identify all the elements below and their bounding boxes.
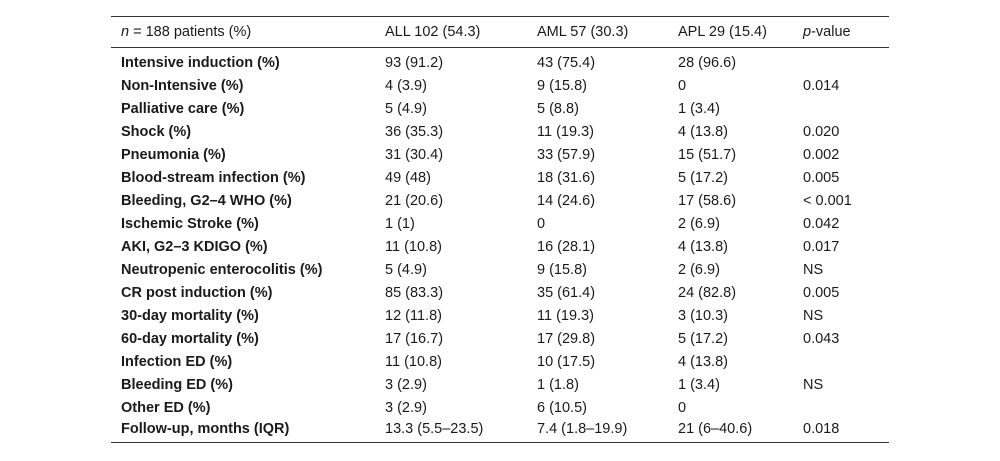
table-row xyxy=(111,374,889,397)
cell-aml: 6 (10.5) xyxy=(537,400,587,416)
cell-p-value xyxy=(793,397,889,420)
row-label: Palliative care (%) xyxy=(121,101,245,117)
cell-p-value: 0.002 xyxy=(803,147,840,163)
table-body xyxy=(111,48,889,443)
row-label: Follow-up, months (IQR) xyxy=(111,420,375,443)
cell-all: 31 (30.4) xyxy=(385,147,444,163)
cell-apl: 1 (3.4) xyxy=(678,101,720,117)
row-label: Bleeding, G2–4 WHO (%) xyxy=(121,193,292,209)
cell-aml: 43 (75.4) xyxy=(537,55,596,71)
table-row xyxy=(111,397,889,420)
cell-aml: 1 (1.8) xyxy=(537,377,579,393)
cell-p-value: 0.018 xyxy=(793,420,889,443)
cell-p-value: < 0.001 xyxy=(803,193,852,209)
cell-p-value xyxy=(793,98,889,121)
cell-all: 17 (16.7) xyxy=(385,331,444,347)
cell-aml: 0 xyxy=(537,216,546,232)
cell-aml: 17 (29.8) xyxy=(537,331,596,347)
cell-p-value: NS xyxy=(803,262,824,278)
cell-apl: 4 (13.8) xyxy=(678,124,728,140)
row-label: CR post induction (%) xyxy=(121,285,273,301)
header-row xyxy=(111,17,889,48)
header-p-value xyxy=(793,17,889,48)
header-p-symbol: p xyxy=(803,24,812,40)
cell-all: 85 (83.3) xyxy=(385,285,444,301)
cell-p-value: 0.017 xyxy=(803,239,840,255)
cell-p-value: NS xyxy=(803,308,824,324)
table-row xyxy=(111,236,889,259)
table-row xyxy=(111,75,889,98)
table-header xyxy=(111,17,889,48)
cell-all: 1 (1) xyxy=(385,216,415,232)
cell-apl: 5 (17.2) xyxy=(678,331,728,347)
header-aml: AML 57 (30.3) xyxy=(527,17,668,48)
row-label: Infection ED (%) xyxy=(121,354,233,370)
table-row xyxy=(111,144,889,167)
header-patients xyxy=(111,17,375,48)
table-row xyxy=(111,259,889,282)
cell-apl: 4 (13.8) xyxy=(678,354,728,370)
row-label: Intensive induction (%) xyxy=(121,55,280,71)
table-row xyxy=(111,52,889,75)
cell-p-value: 0.005 xyxy=(803,285,840,301)
cell-aml: 10 (17.5) xyxy=(537,354,596,370)
table-row xyxy=(111,282,889,305)
cell-all: 3 (2.9) xyxy=(385,400,427,416)
cell-p-value xyxy=(793,52,889,75)
cell-apl: 1 (3.4) xyxy=(678,377,720,393)
row-label: 60-day mortality (%) xyxy=(121,331,259,347)
cell-aml: 7.4 (1.8–19.9) xyxy=(527,420,668,443)
header-patients-text: = 188 patients (%) xyxy=(129,24,252,40)
cell-apl: 5 (17.2) xyxy=(678,170,728,186)
cell-all: 93 (91.2) xyxy=(385,55,444,71)
cell-apl: 4 (13.8) xyxy=(678,239,728,255)
cell-aml: 9 (15.8) xyxy=(537,262,587,278)
cell-aml: 18 (31.6) xyxy=(537,170,596,186)
header-p-text: -value xyxy=(811,24,851,40)
row-label: AKI, G2–3 KDIGO (%) xyxy=(121,239,268,255)
table-row xyxy=(111,167,889,190)
cell-all: 5 (4.9) xyxy=(385,101,427,117)
cell-all: 36 (35.3) xyxy=(385,124,444,140)
cell-all: 11 (10.8) xyxy=(385,239,442,255)
table-row xyxy=(111,121,889,144)
table-row xyxy=(111,328,889,351)
cell-apl: 15 (51.7) xyxy=(678,147,737,163)
cell-apl: 24 (82.8) xyxy=(678,285,737,301)
cell-aml: 33 (57.9) xyxy=(537,147,596,163)
cell-apl: 21 (6–40.6) xyxy=(668,420,793,443)
cell-all: 49 (48) xyxy=(385,170,431,186)
table-row xyxy=(111,190,889,213)
cell-all: 4 (3.9) xyxy=(385,78,427,94)
row-label: Ischemic Stroke (%) xyxy=(121,216,259,232)
header-apl: APL 29 (15.4) xyxy=(668,17,793,48)
cell-apl: 28 (96.6) xyxy=(678,55,737,71)
cell-apl: 3 (10.3) xyxy=(678,308,728,324)
cell-all: 13.3 (5.5–23.5) xyxy=(375,420,527,443)
table-row xyxy=(111,420,889,443)
row-label: Bleeding ED (%) xyxy=(121,377,233,393)
results-table xyxy=(111,16,889,443)
cell-p-value: 0.014 xyxy=(803,78,840,94)
cell-p-value: 0.043 xyxy=(803,331,840,347)
header-n-symbol: n xyxy=(121,24,130,40)
table-row xyxy=(111,98,889,121)
cell-aml: 5 (8.8) xyxy=(537,101,579,117)
table-row xyxy=(111,351,889,374)
cell-all: 21 (20.6) xyxy=(385,193,444,209)
row-label: Non-Intensive (%) xyxy=(121,78,244,94)
cell-aml: 11 (19.3) xyxy=(537,124,594,140)
cell-apl: 17 (58.6) xyxy=(678,193,737,209)
cell-p-value: 0.020 xyxy=(803,124,840,140)
table-row xyxy=(111,305,889,328)
header-all: ALL 102 (54.3) xyxy=(375,17,527,48)
row-label: Blood-stream infection (%) xyxy=(121,170,306,186)
row-label: Pneumonia (%) xyxy=(121,147,226,163)
cell-apl: 2 (6.9) xyxy=(678,262,720,278)
cell-apl: 0 xyxy=(678,78,687,94)
cell-p-value: NS xyxy=(803,377,824,393)
cell-aml: 35 (61.4) xyxy=(537,285,596,301)
row-label: Shock (%) xyxy=(121,124,192,140)
cell-all: 3 (2.9) xyxy=(385,377,427,393)
cell-aml: 9 (15.8) xyxy=(537,78,587,94)
row-label: Other ED (%) xyxy=(121,400,211,416)
table-row xyxy=(111,213,889,236)
results-table-container xyxy=(111,16,889,443)
cell-all: 11 (10.8) xyxy=(385,354,442,370)
cell-aml: 11 (19.3) xyxy=(537,308,594,324)
cell-apl: 0 xyxy=(678,400,687,416)
cell-all: 12 (11.8) xyxy=(385,308,442,324)
row-label: 30-day mortality (%) xyxy=(121,308,259,324)
cell-all: 5 (4.9) xyxy=(385,262,427,278)
cell-aml: 14 (24.6) xyxy=(537,193,596,209)
cell-p-value: 0.042 xyxy=(803,216,840,232)
row-label: Neutropenic enterocolitis (%) xyxy=(121,262,323,278)
cell-p-value xyxy=(793,351,889,374)
cell-apl: 2 (6.9) xyxy=(678,216,720,232)
cell-aml: 16 (28.1) xyxy=(537,239,596,255)
cell-p-value: 0.005 xyxy=(803,170,840,186)
